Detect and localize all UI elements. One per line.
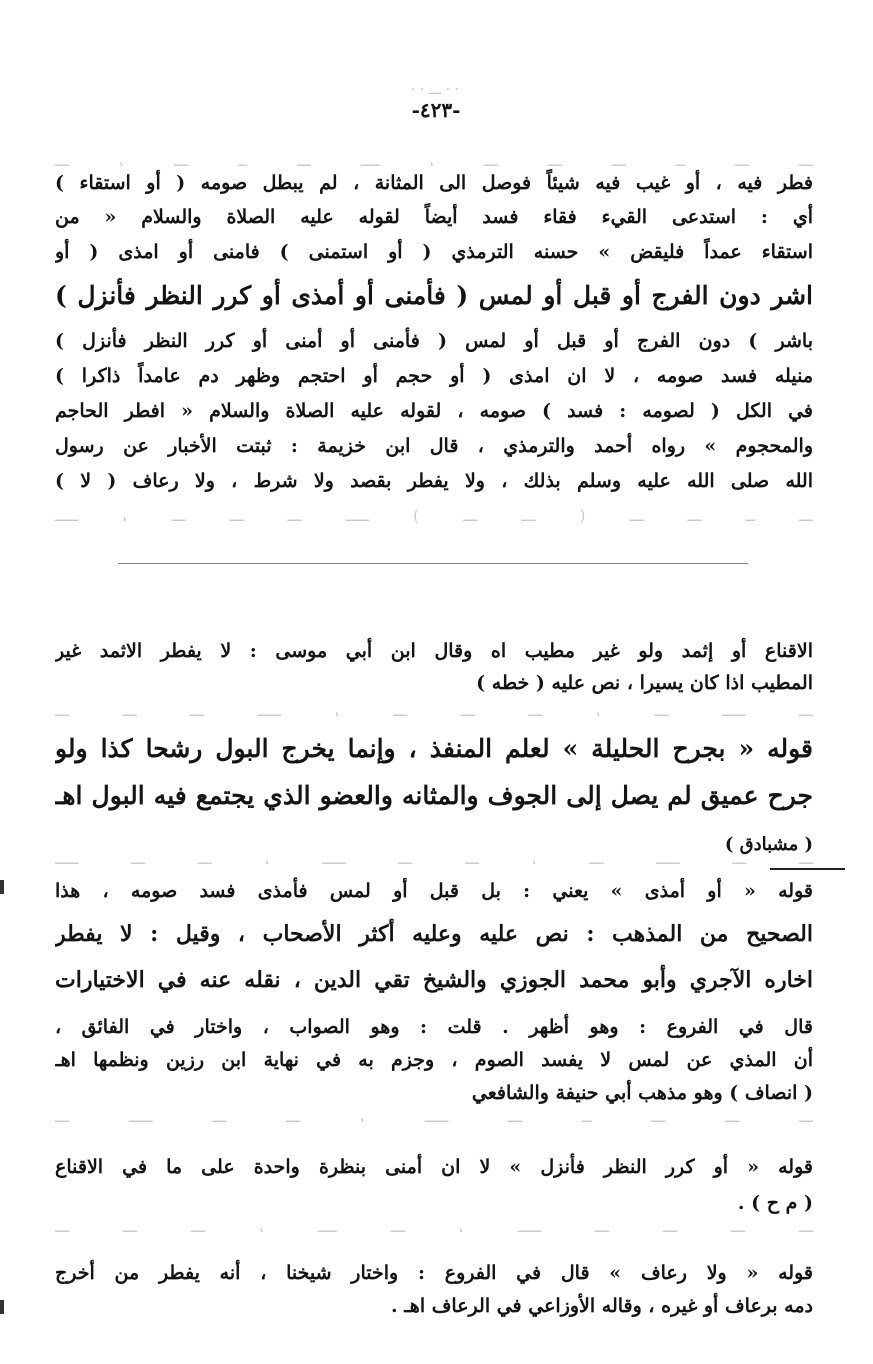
- text-line: استقاء عمداً فليقض » حسنه الترمذي ( أو استمنى ) فامنى أو امذى ( أو: [55, 241, 813, 263]
- bleedthrough-line: ـــ ـــ ـــ ، ــــ ـــ ، ـــــ ـــ ـــ ـــ ـــ: [55, 1217, 813, 1236]
- text-line: قوله « أو أمذى » يعني : بل قبل أو لمس فأمذى فسد صومه ، هذا: [55, 880, 813, 902]
- margin-mark: [0, 880, 4, 894]
- text-line: والمحجوم » رواه أحمد والترمذي ، قال ابن خزيمة : ثبتت الأخبار عن رسول: [55, 435, 813, 457]
- bleedthrough-line: ـــــ ـــ ـــ ، ـــــ ـــ ـــ ، ـــ ـــــ ـــ ـــ: [55, 849, 813, 868]
- text-line: ( انصاف ) وهو مذهب أبي حنيفة والشافعي: [471, 1082, 813, 1104]
- bleedthrough-line: ـــ ، ـــ ــ ـــ ــــ ، ـــ ـــ ـــ ــ ـــ ـــ: [55, 151, 813, 170]
- text-line: قوله « بجرح الحليلة » لعلم المنفذ ، وإنما يخرج البول رشحا كذا ولو: [55, 734, 813, 763]
- text-line: دمه برعاف أو غيره ، وقاله الأوزاعي في الرعاف اهـ .: [391, 1295, 813, 1317]
- bleedthrough-line: ـــ ـــــ ـــ ـــ ، ـــــ ـــ ــ ـــ ـــ ـــ: [55, 1107, 813, 1126]
- text-line: قوله « أو كرر النظر فأنزل » لا ان أمنى بنظرة واحدة على ما في الاقناع: [55, 1156, 813, 1178]
- bleedthrough-line: ـــــ ، ـــ ـــ ـــ ـــــ ( ـــ ـــ ) ـــ ـــ ــ ـــ: [55, 506, 813, 525]
- text-line: باشر ) دون الفرج أو قبل أو لمس ( فأمنى أو أمنى أو كرر النظر فأنزل ): [55, 330, 813, 352]
- text-line: فطر فيه ، أو غيب فيه شيئاً فوصل الى المثانة ، لم يبطل صومه ( أو استقاء ): [55, 172, 813, 194]
- bleedthrough-line: ـــ ـــ ـــ ـــــ ، ـــ ـــ ـــ ، ـــ ـــــ ـــ: [55, 701, 813, 720]
- underline-mark: [770, 868, 845, 870]
- text-line: أن المذي عن لمس لا يفسد الصوم ، وجزم به في نهاية ابن رزين ونظمها اهـ: [55, 1049, 813, 1071]
- text-line: أي : استدعى القيء فقاء فسد أيضاً لقوله عليه الصلاة والسلام « من: [55, 206, 813, 228]
- text-line: الاقناع أو إثمد ولو غير مطيب اه وقال ابن أبي موسى : لا يفطر الاثمد غير: [55, 640, 813, 662]
- text-line: ( م ح ) .: [737, 1192, 813, 1214]
- text-line: ( مشبادق ): [724, 834, 813, 855]
- text-line: قوله « ولا رعاف » قال في الفروع : واختار شيخنا ، أنه يفطر من أخرج: [55, 1262, 813, 1284]
- page-number-bleedthrough: · · ـــ · ·: [411, 82, 459, 98]
- text-line: قال في الفروع : وهو أظهر . قلت : وهو الصواب ، واختار في الفائق ،: [55, 1016, 813, 1038]
- text-line: جرح عميق لم يصل إلى الجوف والمثانه والعضو الذي يجتمع فيه البول اهـ: [55, 781, 813, 810]
- text-line: منيله فسد صومه ، لا ان امذى ( أو حجم أو احتجم وظهر دم عامداً ذاكرا ): [55, 365, 813, 387]
- footnote-divider: [118, 563, 748, 564]
- text-line: الله صلى الله عليه وسلم بذلك ، ولا يفطر بقصد ولا شرط ، ولا رعاف ( لا ): [55, 470, 813, 492]
- text-line: الصحيح من المذهب : نص عليه وعليه أكثر الأصحاب ، وقيل : لا يفطر: [55, 921, 813, 947]
- text-line: اشر دون الفرج أو قبل أو لمس ( فأمنى أو أمذى أو كرر النظر فأنزل ): [55, 281, 813, 310]
- text-line: اخاره الآجري وأبو محمد الجوزي والشيخ تقي الدين ، نقله عنه في الاختيارات: [55, 967, 813, 993]
- page-number: -٤٢٣-: [411, 98, 461, 122]
- text-line: المطيب اذا كان يسيرا ، نص عليه ( خطه ): [476, 672, 813, 694]
- text-line: في الكل ( لصومه : فسد ) صومه ، لقوله عليه الصلاة والسلام « افطر الحاجم: [55, 400, 813, 422]
- margin-mark: [0, 1300, 4, 1314]
